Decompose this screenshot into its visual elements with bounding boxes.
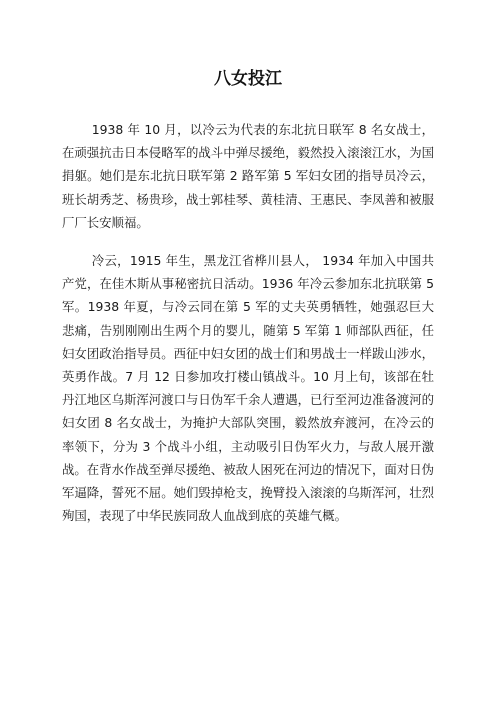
document-title: 八女投江 xyxy=(214,69,282,89)
paragraph-2: 冷云，1915 年生，黑龙江省桦川县人， 1934 年加入中国共产党，在佳木斯从事秘密抗日活动。1936 年冷云参加东北抗联第 5 军。1938 年夏，与冷云同在第 5 军的丈夫英勇牺牲，她强忍巨大悲痛，告别刚刚出生两个月的婴儿，随第 5 军第 1 师部队西征，任妇女团政治指导员。西征中妇女团的战士们和男战士一样跋山涉水，英勇作战。7 月 12 日参加攻打楼山镇战斗。10 月上旬，该部在牡丹江地区乌斯浑河渡口与日伪军千余人遭遇，已行至河边准备渡河的妇女团 8 名女战士，为掩护大部队突围，毅然放弃渡河，在冷云的率领下，分为 3 个战斗小组，主动吸引日伪军火力，与敌人展开激战。在背水作战至弹尽援绝、被敌人困死在河边的情况下，面对日伪军逼降，誓死不屈。她们毁掉枪支，挽臂投入滚滚的乌斯浑河，壮烈殉国，表现了中华民族同敌人血战到底的英雄气概。 xyxy=(62,253,434,524)
paragraph-1: 1938 年 10 月，以冷云为代表的东北抗日联军 8 名女战士，在顽强抗击日本侵略军的战斗中弹尽援绝，毅然投入滚滚江水，为国捐躯。她们是东北抗日联军第 2 路军第 5 军妇女团的指导员冷云，班长胡秀芝、杨贵珍，战士郭桂琴、黄桂清、王惠民、李凤善和被服厂厂长安顺福。 xyxy=(62,122,434,230)
document-body xyxy=(62,118,434,542)
